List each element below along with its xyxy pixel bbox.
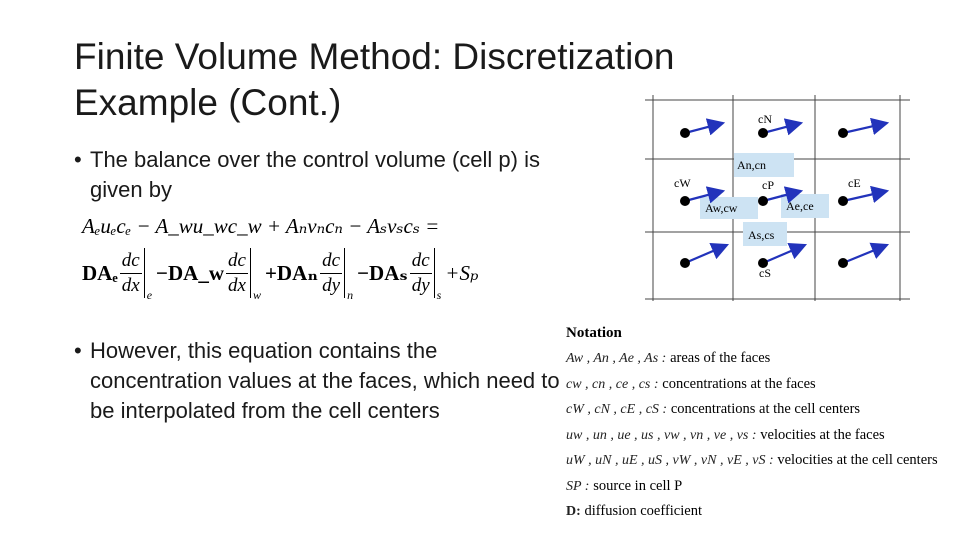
label-cP: cP (762, 178, 774, 192)
notation-table (566, 325, 938, 525)
eq-term: +DAₙ (264, 261, 319, 285)
notation-desc: areas of the faces (670, 350, 771, 366)
notation-desc: velocities at the faces (760, 426, 885, 443)
eq-bar (434, 248, 435, 298)
eq-den: dx (121, 274, 140, 296)
eq-sub: e (146, 287, 153, 302)
label-As-cs: As,cs (748, 228, 775, 242)
label-An-cn: An,cn (737, 158, 766, 172)
label-cE: cE (848, 176, 861, 190)
label-cW: cW (674, 176, 691, 190)
notation-row (566, 346, 938, 372)
eq-term: −DAₛ (357, 261, 408, 285)
notation-row (566, 423, 938, 449)
notation-row (566, 448, 938, 474)
eq-den: dx (228, 274, 246, 296)
notation-symbols: cW , cN , cE , cS : (566, 402, 668, 417)
bullet-glyph: • (74, 147, 82, 172)
label-Aw-cw: Aw,cw (705, 201, 738, 215)
notation-desc: source in cell P (593, 477, 683, 494)
notation-symbols: SP : (566, 478, 590, 494)
bullet-balance (74, 145, 570, 205)
eq-sub: s (436, 287, 442, 302)
equation-line-1: Aₑuₑcₑ − A_wu_wc_w + Aₙvₙcₙ − Aₛvₛcₛ = (82, 214, 440, 238)
notation-symbols: cw , cn , ce , cs : (566, 376, 659, 392)
notation-desc: diffusion coefficient (584, 503, 702, 519)
bullet-text: The balance over the control volume (cell p) is given by (90, 147, 540, 202)
notation-row (566, 474, 938, 500)
slide-title (74, 34, 675, 126)
notation-row (566, 499, 938, 525)
eq-num: dc (226, 249, 248, 274)
notation-desc: concentrations at the cell centers (670, 401, 861, 417)
eq-num: dc (410, 249, 432, 274)
equation-line-2 (82, 248, 479, 302)
notation-row (566, 397, 938, 423)
eq-den: dy (322, 274, 341, 296)
bullet-text: However, this equation contains the concentration values at the faces, which need to be interpolated from the cell centers (90, 338, 560, 423)
eq-fraction (410, 249, 432, 298)
label-cN: cN (758, 112, 772, 126)
eq-den: dy (411, 274, 430, 296)
eq-num: dc (120, 249, 142, 274)
eq-fraction (226, 249, 248, 298)
label-Ae-ce: Ae,ce (786, 199, 814, 213)
notation-row (566, 372, 938, 398)
notation-symbols: uW , uN , uE , uS , vW , vN , vE , vS : (566, 453, 774, 468)
title-line-1: Finite Volume Method: Discretization (74, 36, 675, 77)
eq-bar (144, 248, 145, 298)
eq-bar (344, 248, 345, 298)
bullet-interpolation (74, 336, 560, 426)
notation-heading: Notation (566, 325, 622, 341)
title-line-2: Example (Cont.) (74, 82, 342, 123)
label-cS: cS (759, 266, 771, 280)
eq-term: −DA_w (156, 260, 224, 285)
eq-fraction (320, 249, 342, 298)
eq-term: +Sₚ (445, 260, 479, 285)
notation-symbols: uw , un , ue , us , vw , vn , ve , vs : (566, 427, 757, 443)
notation-symbols: D: (566, 504, 581, 519)
eq-fraction (120, 249, 142, 298)
notation-desc: velocities at the cell centers (777, 452, 938, 468)
eq-sub: n (347, 287, 354, 302)
eq-term: DAₑ (82, 260, 118, 285)
eq-sub: w (252, 287, 261, 302)
eq-num: dc (320, 249, 342, 274)
bullet-glyph: • (74, 338, 82, 363)
notation-desc: concentrations at the faces (662, 375, 816, 392)
control-volume-diagram (645, 95, 915, 305)
notation-symbols: Aw , An , Ae , As : (566, 351, 667, 366)
eq-bar (250, 248, 251, 298)
